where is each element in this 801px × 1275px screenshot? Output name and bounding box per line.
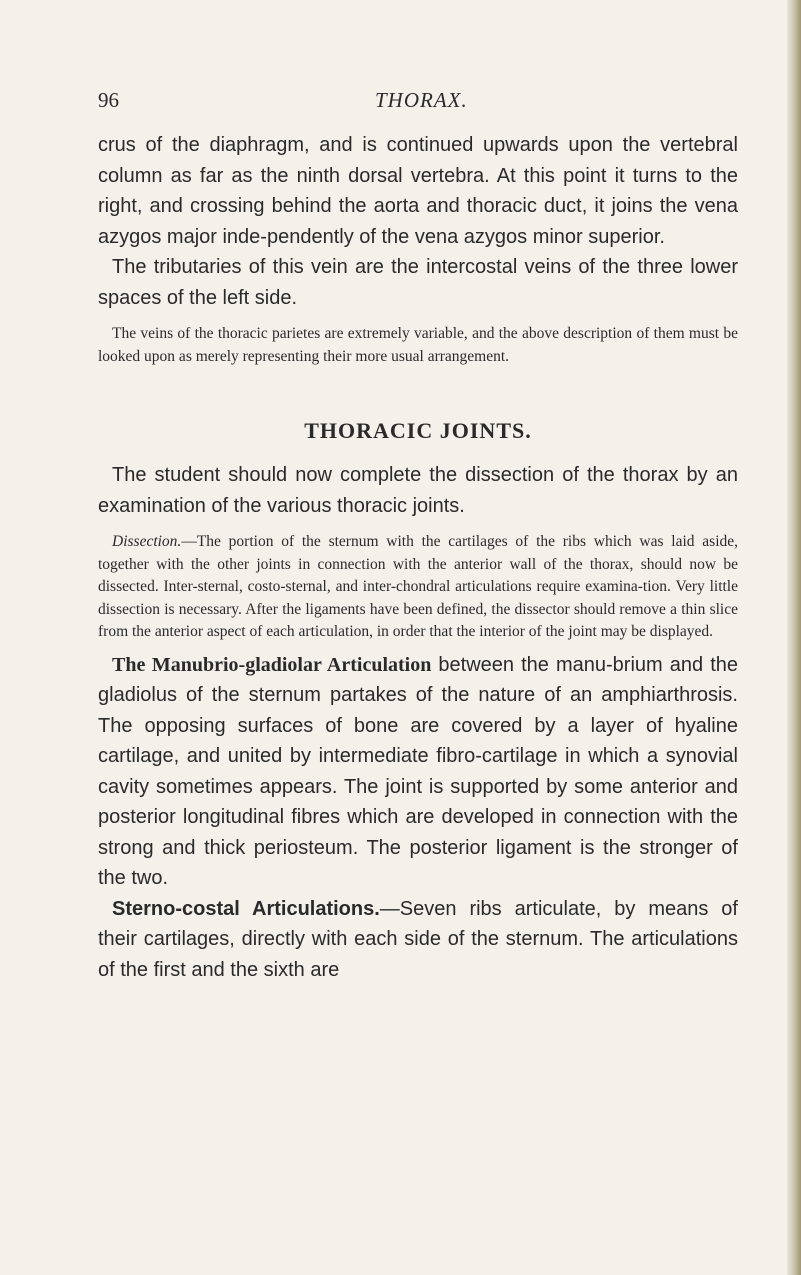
paragraph-dissection — [98, 531, 738, 644]
page-body — [98, 130, 738, 985]
page-edge-shadow — [787, 0, 801, 1275]
paragraph-tributaries: The tributaries of this vein are the intercostal veins of the three lower spaces of the left side. — [98, 256, 738, 309]
manubrio-text: between the manu-brium and the gladiolus of the sternum partakes of the nature of an amphiarthrosis. The opposing surfaces of bone are covered by a layer of hyaline cartilage, and united by intermediate fibro-cartilage in which a synovial cavity sometimes appears. The joint is supported by some anterior and posterior longitudinal fibres which are developed in connection with the strong and thick periosteum. The posterior ligament is the stronger of the two. — [98, 653, 738, 889]
sterno-text: —Seven ribs articulate, by means of their cartilages, directly with each side of the sternum. The articulations of the first and the sixth are — [98, 897, 738, 981]
paragraph-crus: crus of the diaphragm, and is continued upwards upon the vertebral column as far as the ninth dorsal vertebra. At this point it turns to the right, and crossing behind the aorta and thoracic duct, it joins the vena azygos major inde-pendently of the vena azygos minor superior. — [98, 134, 738, 248]
running-head: THORAX. — [375, 88, 468, 112]
sterno-title: Sterno-costal Articulations. — [112, 897, 380, 920]
page-number: 96 — [98, 88, 119, 112]
dissection-label: Dissection. — [112, 533, 182, 550]
dissection-text: —The portion of the sternum with the cartilages of the ribs which was laid aside, together with the other joints in connection with the anterior wall of the thorax, should now be dissected. Inter-sternal, costo-sternal, and inter-chondral articulations require examina-tion. Very little dissection is necessary. After the ligaments have been defined, the dissector should remove a thin slice from the anterior aspect of each articulation, in order that the interior of the joint may be displayed. — [98, 533, 738, 640]
manubrio-title: The Manubrio-gladiolar Articulation — [112, 653, 432, 676]
note-veins-variable: The veins of the thoracic parietes are extremely variable, and the above description of them must be looked upon as merely representing their more usual arrangement. — [98, 325, 738, 365]
paragraph-sterno-costal — [98, 894, 738, 986]
page-header — [98, 88, 738, 116]
paragraph-manubrio-gladiolar — [98, 650, 738, 894]
paragraph-intro-joints: The student should now complete the dissection of the thorax by an examination of the various thoracic joints. — [98, 464, 738, 517]
section-heading: THORACIC JOINTS. — [304, 418, 532, 443]
